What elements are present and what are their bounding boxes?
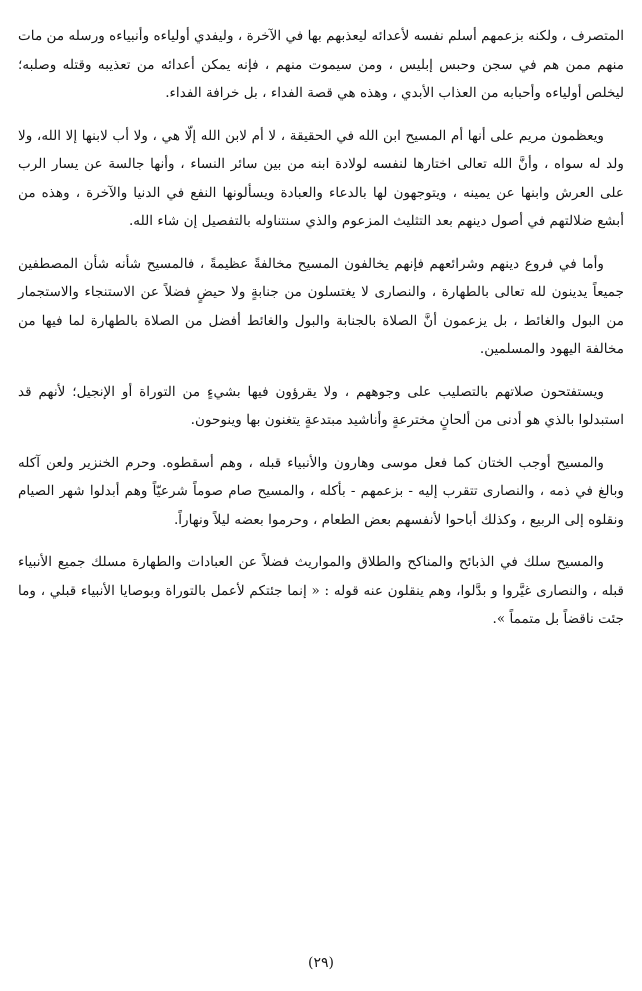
page-body: [18, 22, 624, 648]
paragraph-5: والمسيح أوجب الختان كما فعل موسى وهارون والأنبياء قبله ، وهم أسقطوه. وحرم الخنزير ولعن آكله وبالغ في ذمه ، والنصارى تتقرب إليه - بزعمهم - بأكله ، والمسيح صام صوماً شرعيّاً وهم أبدلوا شهر الصيام ونقلوه إلى الربيع ، وكذلك أباحوا لأنفسهم بعض الطعام ، وحرموا بعضه ليلاً ونهاراً.: [18, 454, 624, 528]
page-number: (٢٩): [308, 955, 334, 971]
paragraph-1: المتصرف ، ولكنه بزعمهم أسلم نفسه لأعدائه ليعذبهم بها في الآخرة ، وليفدي أولياءه وأنبياءه ورسله من مات منهم ممن هم في سجن وحبس إبليس ، ومن سيموت منهم ، فإنه يمكن أعدائه من تعذيبه وقتله وصلبه؛ ليخلص أولياءه وأحبابه من العذاب الأبدي ، وهذه هي قصة الفداء ، بل خرافة الفداء.: [18, 28, 624, 101]
paragraph-4: ويستفتحون صلاتهم بالتصليب على وجوههم ، ولا يقرؤون فيها بشيءٍ من التوراة أو الإنجيل؛ لأنهم قد استبدلوا بالذي هو أدنى من ألحانٍ مخترعةٍ وأناشيد مبتدعةٍ يتغنون بها وينوحون.: [18, 383, 624, 428]
paragraph-2: ويعظمون مريم على أنها أم المسيح ابن الله في الحقيقة ، لا أم لابن الله إلّا هي ، ولا أب لابنها إلا الله، ولا ولد له سواه ، وأنَّ الله تعالى اختارها لنفسه لولادة ابنه من بين سائر النساء ، وأنها جالسة عن يسار الرب على العرش وابنها عن يمينه ، ويتوجهون لها بالدعاء والعبادة ويسألونها النفع في الدنيا والآخرة ، وهذه من أبشع ضلالتهم في أصول دينهم بعد التثليث المزعوم والذي سنتناوله بالتفصيل إن شاء الله.: [18, 127, 624, 229]
paragraph-3: وأما في فروع دينهم وشرائعهم فإنهم يخالفون المسيح مخالفةً عظيمةً ، فالمسيح شأنه شأن المصطفين جميعاً يدينون لله تعالى بالطهارة ، والنصارى لا يغتسلون من جنابةٍ ولا حيضٍ فضلاً عن الاستنجاء والاستجمار من البول والغائط ، بل يزعمون أنَّ الصلاة بالجنابة والبول والغائط أفضل من الصلاة بالطهارة لما فيها من مخالفة اليهود والمسلمين.: [18, 255, 624, 357]
paragraph-6: والمسيح سلك في الذبائح والمناكح والطلاق والمواريث فضلاً عن العبادات والطهارة مسلك جميع الأنبياء قبله ، والنصارى غيَّروا و بدَّلوا، وهم ينقلون عنه قوله : « إنما جئتكم لأعمل بالتوراة وبوصايا الأنبياء قبلي ، وما جئت ناقضاً بل متمماً ».: [18, 554, 624, 627]
